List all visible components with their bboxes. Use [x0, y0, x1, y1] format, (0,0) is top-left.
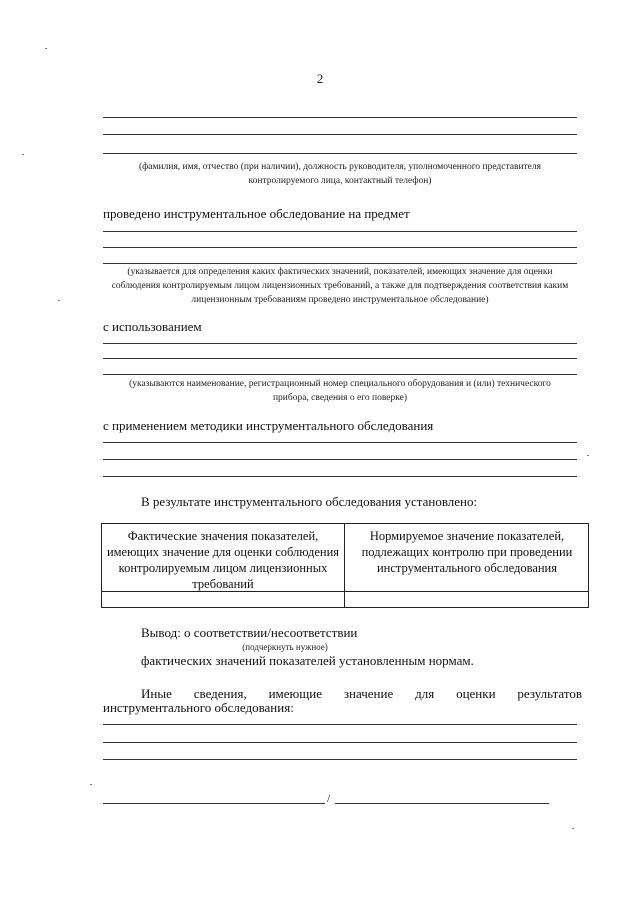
subject-heading: проведено инструментальное обследование на предмет [103, 206, 410, 221]
fill-line [103, 374, 577, 375]
fill-line [103, 117, 577, 118]
representative-note: (фамилия, имя, отчество (при наличии), должность руководителя, уполномоченного представителя контролируемого лица, контактный телефон) [138, 162, 542, 186]
conclusion-line: Вывод: о соответствии/несоответствии [141, 625, 358, 640]
subject-note: (указывается для определения каких фактических значений, показателей, имеющих значение для оценки соблюдения контролируемым лицом лицензионных требований, а также для подтверждения соответствия каким лицензионным требованиям проведено инструментальное обследование) [111, 267, 569, 305]
scan-speck [45, 48, 47, 49]
conclusion-continuation: фактических значений показателей установленным нормам. [141, 653, 474, 668]
table-header-normative: Нормируемое значение показателей, подлежащих контролю при проведении инструментального обследования [361, 529, 573, 575]
result-intro: В результате инструментального обследования установлено: [141, 494, 478, 509]
fill-line [103, 724, 577, 725]
results-table [101, 523, 589, 608]
fill-line [103, 742, 577, 743]
fill-line [103, 358, 577, 359]
other-info-line: Иные сведения, имеющие значение для оценки результатов [141, 686, 582, 701]
scan-speck [90, 784, 92, 785]
page-number: 2 [316, 71, 324, 86]
methodology-heading: с применением методики инструментального обследования [103, 418, 434, 433]
fill-line [103, 759, 577, 760]
fill-line [103, 263, 577, 264]
signature-separator: / [327, 791, 331, 805]
name-line [335, 803, 549, 804]
fill-line [103, 231, 577, 232]
fill-line [103, 442, 577, 443]
equipment-note: (указываются наименование, регистрационный номер специального оборудования и (или) технического прибора, сведения о его поверке) [129, 379, 551, 403]
fill-line [103, 134, 577, 135]
table-header-actual: Фактические значения показателей, имеющих значение для оценки соблюдения контролируемым лицом лицензионных требований [106, 529, 340, 591]
fill-line [103, 247, 577, 248]
scan-speck [58, 300, 60, 301]
signature-line [103, 803, 325, 804]
scan-speck [587, 455, 589, 456]
scan-speck [572, 828, 574, 829]
equipment-heading: с использованием [103, 319, 202, 334]
fill-line [103, 153, 577, 154]
other-info-continuation: инструментального обследования: [103, 700, 294, 715]
table-column-divider [344, 524, 345, 607]
scan-speck [22, 154, 24, 155]
conclusion-hint: (подчеркнуть нужное) [242, 642, 328, 652]
fill-line [103, 459, 577, 460]
fill-line [103, 343, 577, 344]
fill-line [103, 476, 577, 477]
